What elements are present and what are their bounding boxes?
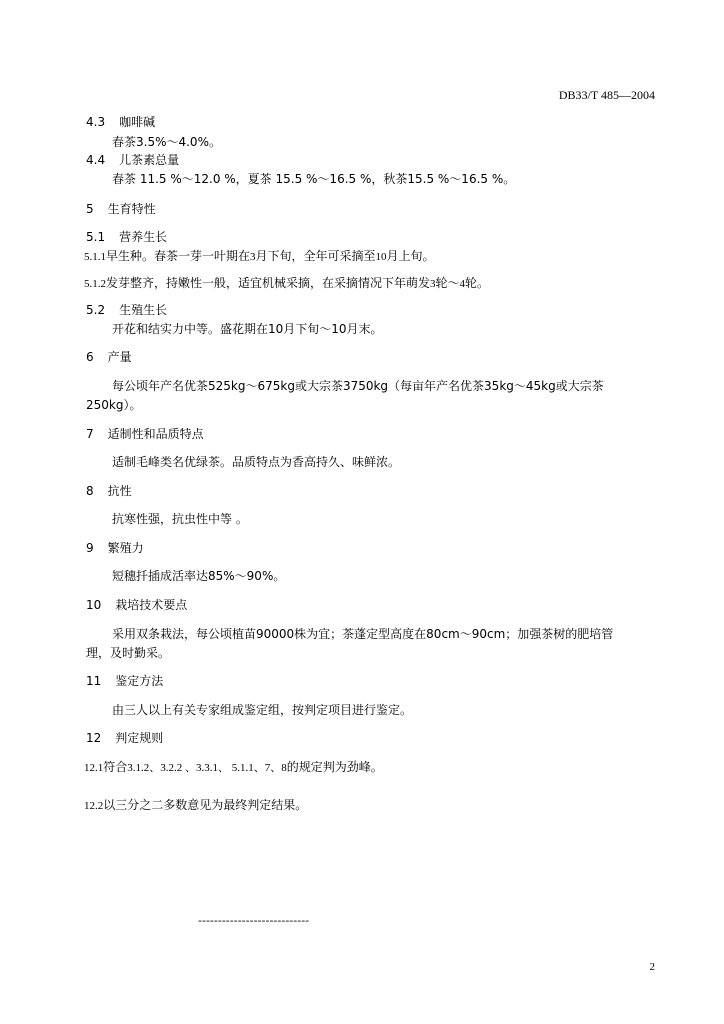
section-8-heading [86,485,132,497]
section-5-2-body: 开花和结实力中等。盛花期在10月下旬～10月末。 [112,322,383,336]
section-4-3-heading [86,116,155,128]
section-4-4-body: 春茶 11.5 %～12.0 %，夏茶 15.5 %～16.5 %，秋茶15.5 %～16.5 %。 [112,172,516,186]
page-number: 2 [649,961,655,973]
section-number: 9 [86,541,94,555]
section-number: 11 [86,674,102,688]
section-4-3-body: 春茶3.5%～4.0%。 [112,135,221,149]
section-6-heading [86,351,132,363]
section-5-2-heading [86,304,167,316]
section-title: 栽培技术要点 [115,598,188,612]
section-title: 儿茶素总量 [119,153,180,167]
section-title: 繁殖力 [107,541,144,555]
section-number: 8 [86,484,94,498]
section-title: 鉴定方法 [115,674,164,688]
section-12-1: 12.1符合3.1.2、3.2.2 、3.3.1、 5.1.1、7、8的规定判为劲峰。 [84,760,383,774]
section-number: 4.3 [86,115,106,129]
section-number: 4.4 [86,153,106,167]
section-number: 5.2 [86,303,106,317]
section-number: 6 [86,350,94,364]
section-title: 判定规则 [115,731,164,745]
section-10-body-line2: 理，及时勤采。 [86,646,171,660]
section-9-body: 短穗扦插成活率达85%～90%。 [112,569,286,583]
section-5-1-1: 5.1.1早生种。春茶一芽一叶期在3月下旬，全年可采摘至10月上旬。 [84,249,435,263]
section-7-heading [86,428,204,440]
standard-code-header: DB33/T 485—2004 [558,88,655,102]
section-number: 7 [86,427,94,441]
section-5-heading [86,203,156,215]
section-number: 10 [86,598,102,612]
section-11-heading [86,675,163,687]
section-number: 12.1 [84,762,104,774]
section-6-body-line2: 250kg）。 [86,398,142,412]
section-title: 咖啡碱 [119,115,156,129]
section-number: 5 [86,202,94,216]
section-title: 营养生长 [119,230,168,244]
section-number: 5.1.2 [84,278,106,290]
section-number: 12 [86,731,102,745]
section-number: 12.2 [84,800,104,812]
section-5-1-heading [86,231,167,243]
section-11-body: 由三人以上有关专家组成鉴定组，按判定项目进行鉴定。 [112,703,413,717]
section-6-body-line1: 每公顷年产名优茶525kg～675kg或大宗茶3750kg（每亩年产名优茶35kg～45kg或大宗茶 [112,379,604,393]
section-number: 5.1 [86,230,106,244]
section-title: 抗性 [107,484,132,498]
section-number: 5.1.1 [84,251,106,263]
section-title: 产量 [107,350,132,364]
section-9-heading [86,542,144,554]
section-5-1-2: 5.1.2发芽整齐，持嫩性一般，适宜机械采摘，在采摘情况下年萌发3轮～4轮。 [84,276,490,290]
end-separator-line: ---------------------------- [198,914,310,927]
section-4-4-heading [86,154,179,166]
section-10-body-line1: 采用双条栽法，每公顷植苗90000株为宜；茶蓬定型高度在80cm～90cm；加强茶树的肥培管 [112,627,614,641]
section-12-heading [86,732,163,744]
section-title: 生育特性 [107,202,156,216]
section-title: 生殖生长 [119,303,168,317]
section-8-body: 抗寒性强，抗虫性中等 。 [112,512,248,526]
section-10-heading [86,599,187,611]
section-12-2: 12.2以三分之二多数意见为最终判定结果。 [84,798,308,812]
clause-references: 3.1.2、3.2.2 、3.3.1、 5.1.1、7、8 [127,762,287,774]
section-7-body: 适制毛峰类名优绿茶。品质特点为香高持久、味鲜浓。 [112,455,401,469]
section-title: 适制性和品质特点 [107,427,204,441]
